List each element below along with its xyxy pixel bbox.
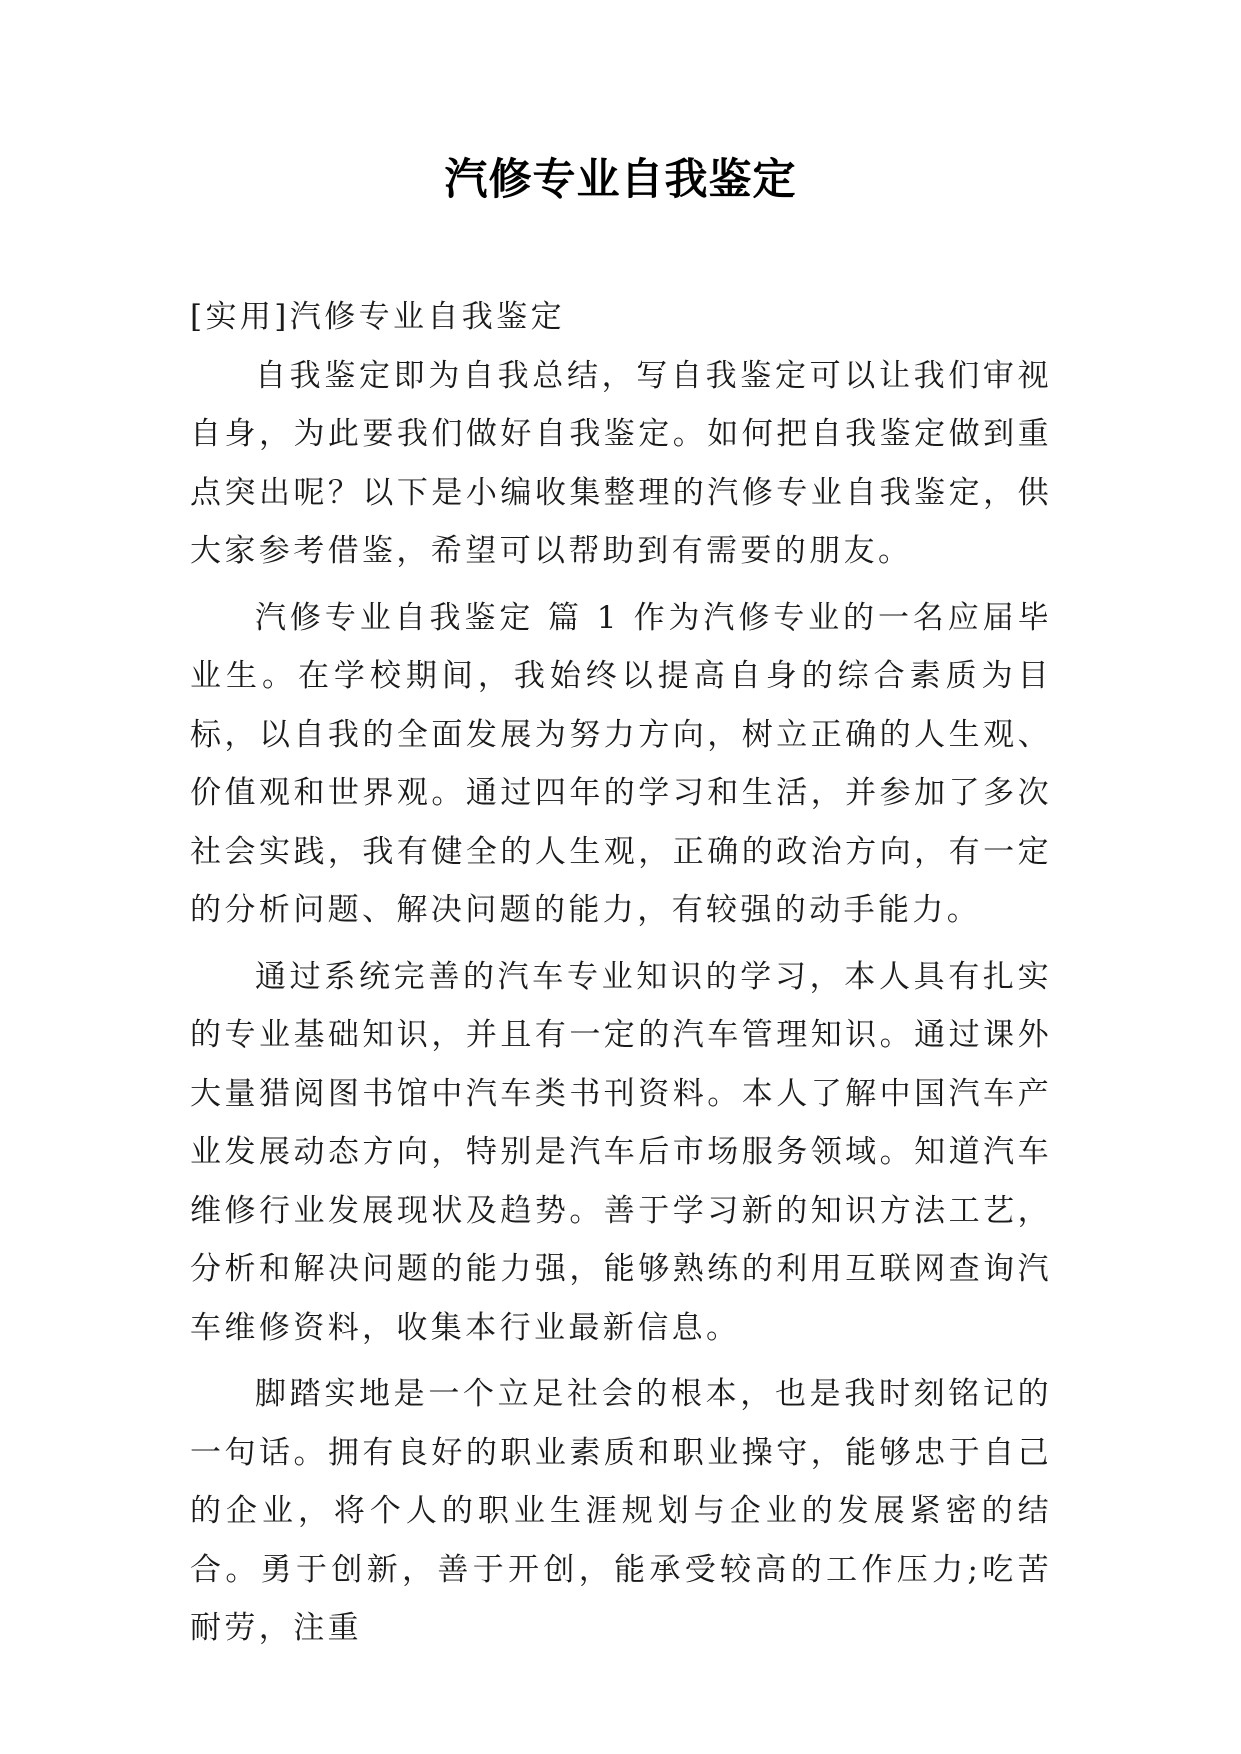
- document-subtitle: [实用]汽修专业自我鉴定: [190, 299, 565, 335]
- document-body: [190, 288, 1052, 1658]
- paragraph-intro: 自我鉴定即为自我总结，写自我鉴定可以让我们审视自身，为此要我们做好自我鉴定。如何把自我鉴定做到重点突出呢？以下是小编收集整理的汽修专业自我鉴定，供大家参考借鉴，希望可以帮助到有需要的朋友。: [190, 357, 1052, 569]
- paragraph-character: 脚踏实地是一个立足社会的根本，也是我时刻铭记的一句话。拥有良好的职业素质和职业操守，能够忠于自己的企业，将个人的职业生涯规划与企业的发展紧密的结合。勇于创新，善于开创，能承受较高的工作压力;吃苦耐劳，注重: [190, 1376, 1052, 1646]
- document-title: 汽修专业自我鉴定: [444, 155, 797, 205]
- paragraph-section-1: 汽修专业自我鉴定 篇 1 作为汽修专业的一名应届毕业生。在学校期间，我始终以提高自身的综合素质为目标，以自我的全面发展为努力方向，树立正确的人生观、价值观和世界观。通过四年的学习和生活，并参加了多次社会实践，我有健全的人生观，正确的政治方向，有一定的分析问题、解决问题的能力，有较强的动手能力。: [190, 599, 1052, 928]
- paragraph-knowledge: 通过系统完善的汽车专业知识的学习，本人具有扎实的专业基础知识，并且有一定的汽车管理知识。通过课外大量猎阅图书馆中汽车类书刊资料。本人了解中国汽车产业发展动态方向，特别是汽车后市场服务领域。知道汽车维修行业发展现状及趋势。善于学习新的知识方法工艺，分析和解决问题的能力强，能够熟练的利用互联网查询汽车维修资料，收集本行业最新信息。: [190, 958, 1052, 1346]
